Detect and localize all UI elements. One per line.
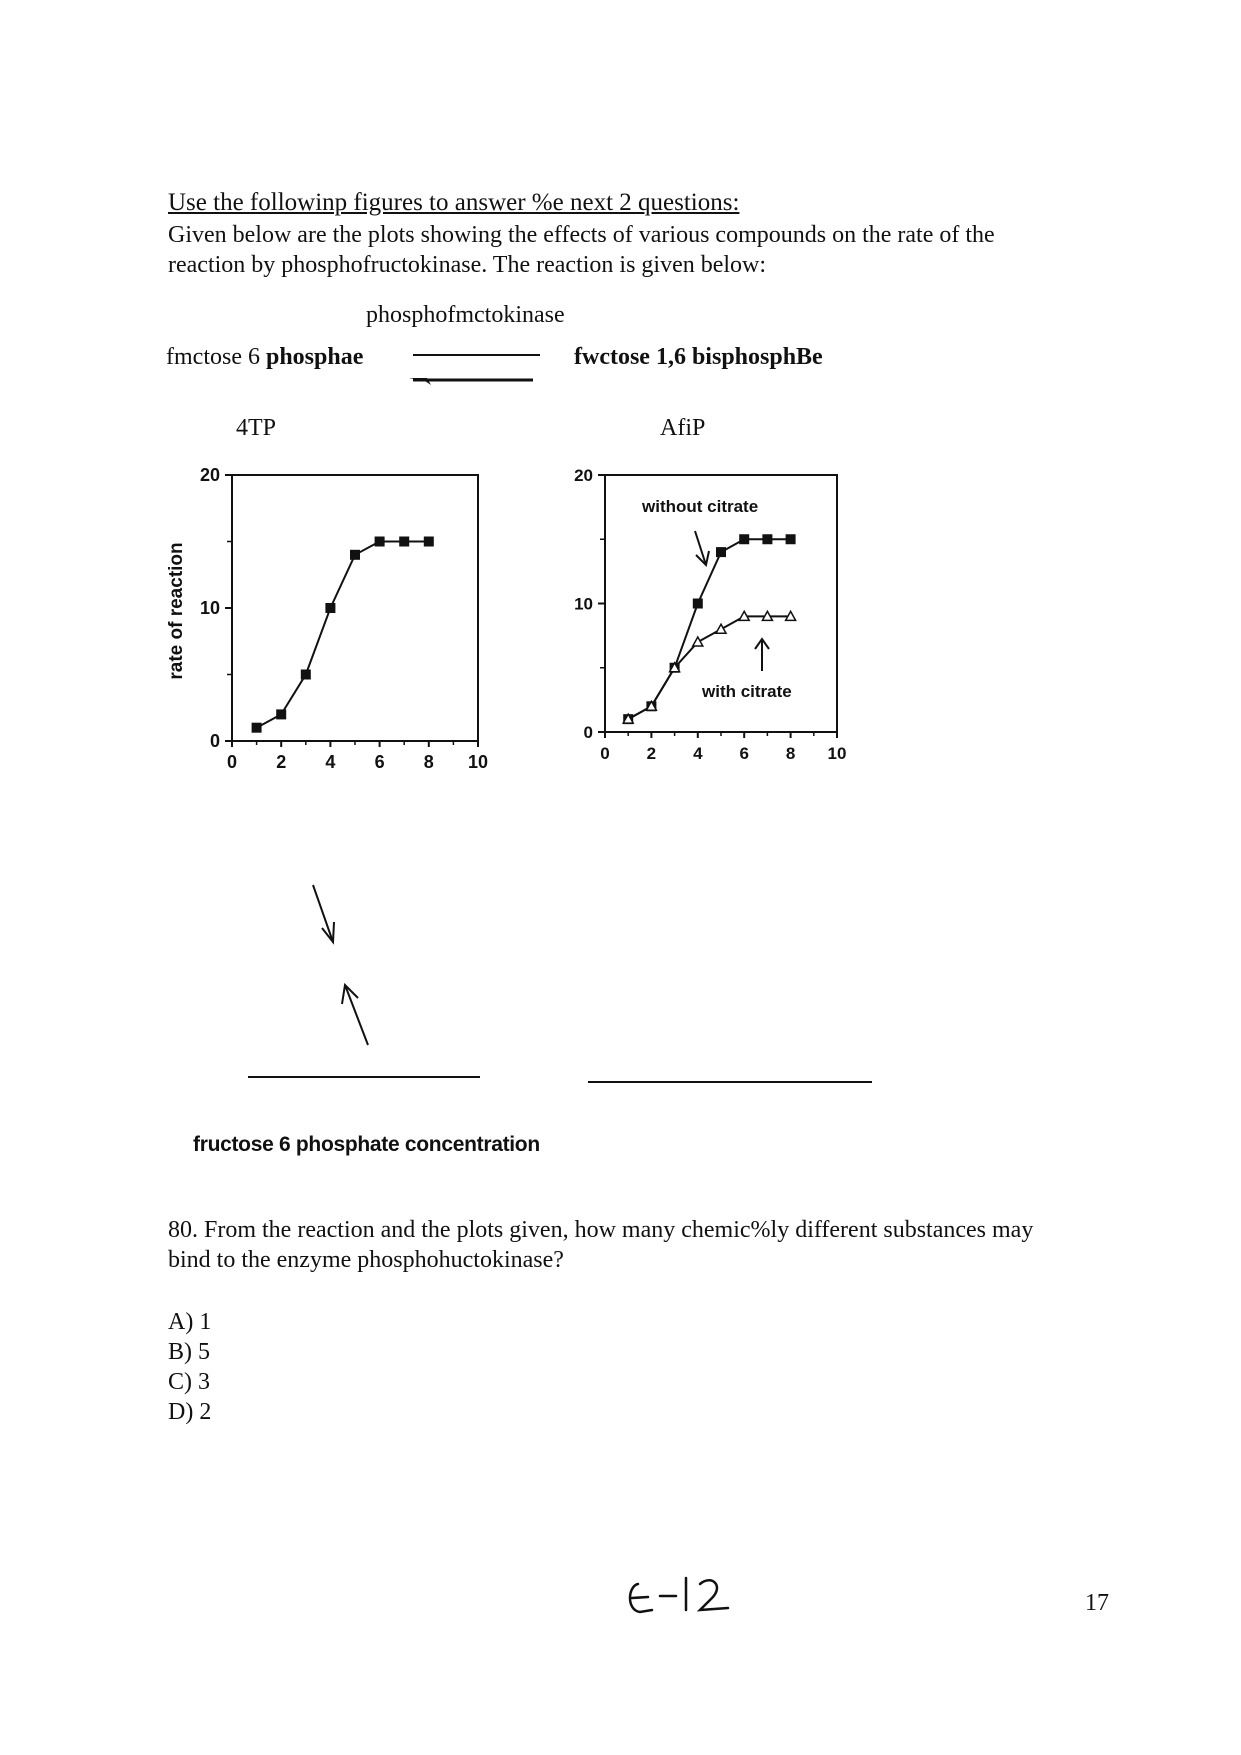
data-point xyxy=(739,534,749,544)
reaction-substrate xyxy=(166,344,363,371)
question-line-1: 80. From the reaction and the plots given, how many chemic%ly different substances may xyxy=(168,1217,1034,1243)
option-c[interactable]: C) 3 xyxy=(168,1369,210,1395)
substrate-plain: fmctose 6 xyxy=(166,344,266,370)
data-point xyxy=(350,550,360,560)
x-tick-label: 6 xyxy=(739,744,749,763)
chart-tick-labels xyxy=(200,465,488,772)
data-point xyxy=(301,670,311,680)
y-tick-label: 0 xyxy=(583,723,593,742)
right-chart-label: AfiP xyxy=(660,415,706,441)
data-point xyxy=(375,537,385,547)
chart-frame xyxy=(232,475,478,741)
instructions-heading: Use the followinp figures to answer %e next 2 questions: xyxy=(168,189,740,216)
x-tick-label: 4 xyxy=(325,752,336,772)
data-point xyxy=(762,534,772,544)
chart-series xyxy=(252,537,434,733)
blank-line xyxy=(248,1076,480,1078)
annotation-without-citrate: without citrate xyxy=(642,497,759,516)
data-point xyxy=(325,603,335,613)
data-point xyxy=(424,537,434,547)
x-tick-label: 2 xyxy=(276,752,287,772)
arrow-icon xyxy=(695,531,709,565)
handdrawn-arrows xyxy=(300,880,380,1060)
reaction-product: fwctose 1,6 bisphosphBe xyxy=(574,344,823,370)
chart-ticks xyxy=(225,475,478,747)
x-tick-label: 0 xyxy=(600,744,610,763)
option-b[interactable]: B) 5 xyxy=(168,1339,210,1365)
page-number: 17 xyxy=(1085,1590,1109,1616)
x-tick-label: 10 xyxy=(827,744,847,763)
data-point xyxy=(252,723,262,733)
y-tick-label: 0 xyxy=(209,731,220,751)
arrow-icon xyxy=(755,639,769,671)
x-tick-label: 2 xyxy=(646,744,657,763)
left-chart-label: 4TP xyxy=(236,415,277,441)
data-point xyxy=(693,637,703,646)
enzyme-name: phosphofmctokinase xyxy=(366,302,565,328)
data-point xyxy=(399,537,409,547)
y-tick-label: 20 xyxy=(574,466,593,485)
x-axis-label: fructose 6 phosphate concentration xyxy=(193,1133,540,1156)
series-line-atp xyxy=(257,542,429,728)
annotation-with-citrate: with citrate xyxy=(702,682,792,701)
question-line-2: bind to the enzyme phosphohuctokinase? xyxy=(168,1247,564,1273)
data-point xyxy=(716,624,726,633)
intro-line-2: reaction by phosphofructokinase. The reaction is given below: xyxy=(168,252,767,278)
down-arrow-icon xyxy=(313,885,334,942)
x-tick-label: 8 xyxy=(785,744,796,763)
option-d[interactable]: D) 2 xyxy=(168,1399,212,1425)
y-axis-label: rate of reaction xyxy=(166,542,187,680)
y-tick-label: 20 xyxy=(199,465,220,485)
y-tick-label: 10 xyxy=(574,594,593,614)
x-tick-label: 4 xyxy=(693,744,703,763)
substrate-bold: phosphae xyxy=(265,344,364,370)
data-point xyxy=(786,534,796,544)
reaction-equilibrium-arrows xyxy=(405,344,545,388)
x-tick-label: 6 xyxy=(374,752,385,772)
x-tick-label: 8 xyxy=(423,752,434,772)
x-tick-label: 10 xyxy=(467,752,489,772)
blank-line xyxy=(588,1081,872,1083)
question-80 xyxy=(168,1215,1128,1275)
option-a[interactable]: A) 1 xyxy=(168,1309,212,1335)
y-tick-label: 10 xyxy=(199,598,220,618)
atp-rate-chart xyxy=(160,455,500,795)
data-point xyxy=(276,709,286,719)
x-tick-label: 0 xyxy=(226,752,238,772)
handwritten-signature xyxy=(620,1572,740,1622)
data-point xyxy=(716,547,726,557)
answer-options xyxy=(168,1307,211,1427)
up-arrow-icon xyxy=(342,985,368,1045)
intro-line-1: Given below are the plots showing the effects of various compounds on the rate of the xyxy=(168,222,995,248)
intro-paragraph xyxy=(168,220,1068,280)
adp-citrate-rate-chart xyxy=(560,455,900,785)
data-point xyxy=(693,599,703,609)
